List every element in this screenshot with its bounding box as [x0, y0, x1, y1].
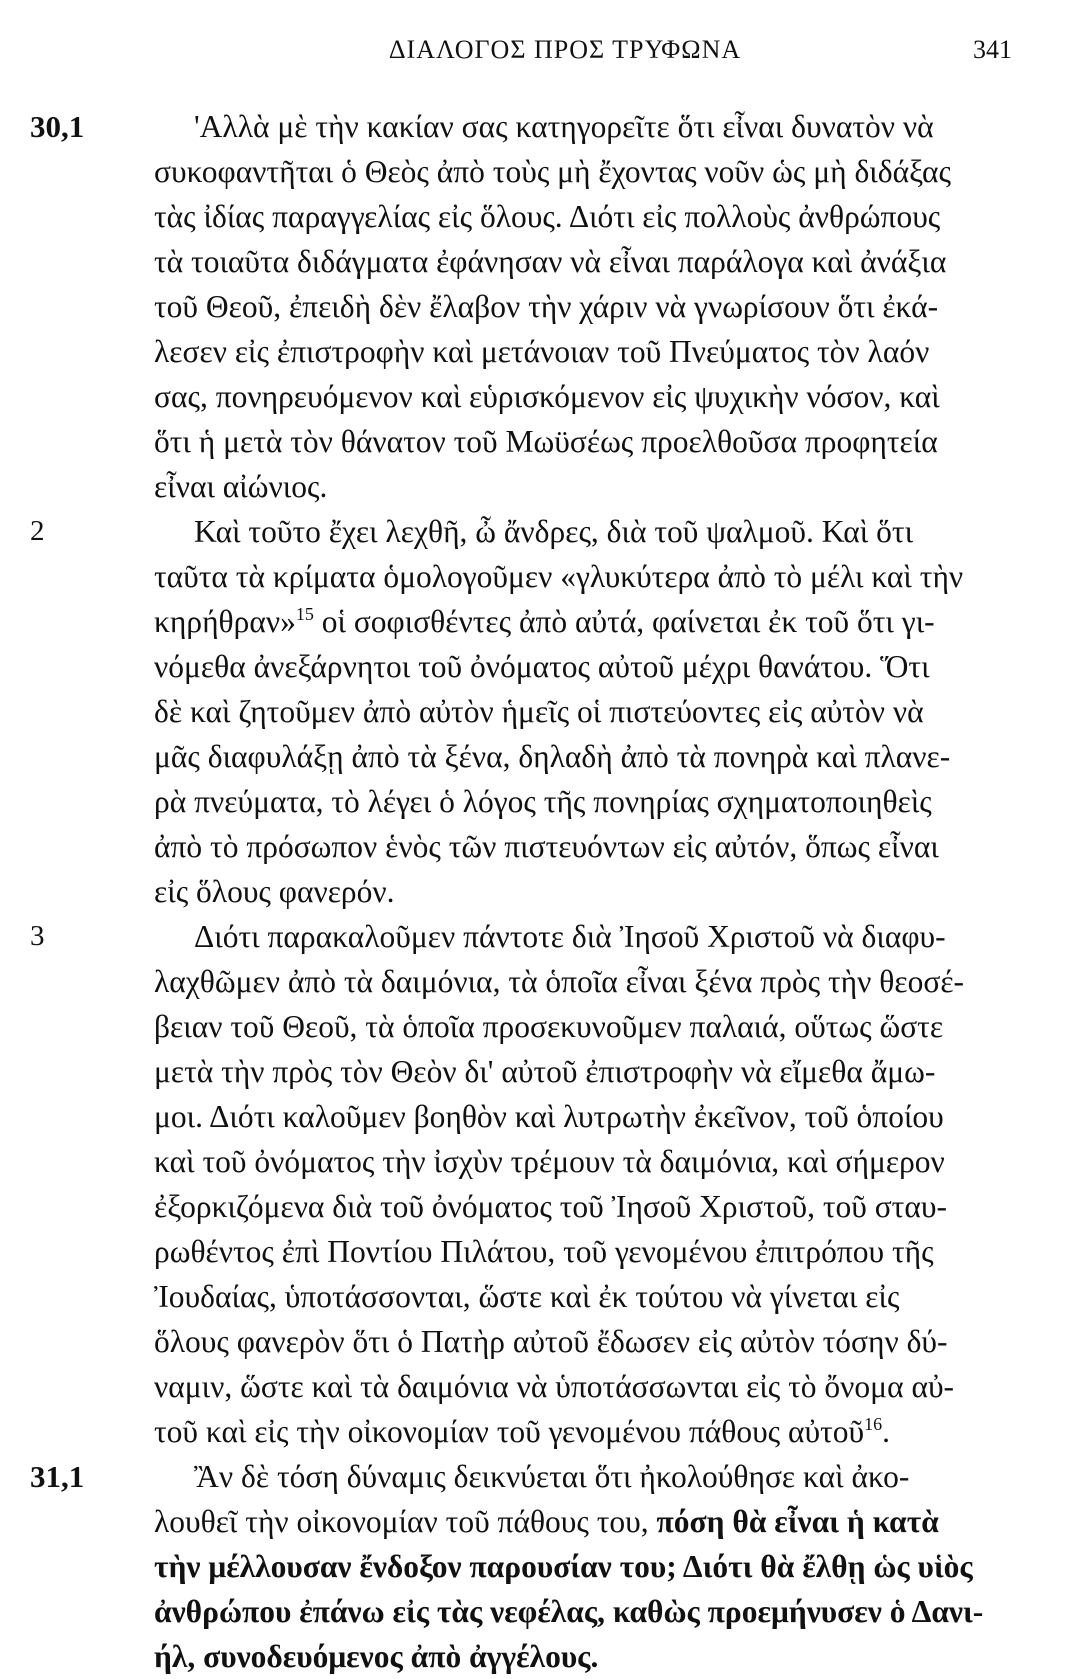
- text-segment: κηρήθραν»: [154, 604, 296, 639]
- text-line: μετὰ τὴν πρὸς τὸν Θεὸν δι' αὐτοῦ ἐπιστροφὴν νὰ εἴμεθα ἄμω-: [154, 1054, 936, 1089]
- text-line: ρωθέντος ἐπὶ Ποντίου Πιλάτου, τοῦ γενομένου ἐπιτρόπου τῆς: [154, 1234, 934, 1269]
- text-line: ταῦτα τὰ κρίματα ὁμολογοῦμεν «γλυκύτερα ἀπὸ τὸ μέλι καὶ τὴν: [154, 559, 964, 594]
- text-line: τὰ τοιαῦτα διδάγματα ἐφάνησαν νὰ εἶναι παράλογα καὶ ἀνάξια: [154, 244, 947, 279]
- text-line: Ἂν δὲ τόση δύναμις δεικνύεται ὅτι ἠκολούθησε καὶ ἀκο-: [194, 1459, 910, 1494]
- text-line: τοῦ Θεοῦ, ἐπειδὴ δὲν ἔλαβον τὴν χάριν νὰ γνωρίσουν ὅτι ἐκά-: [154, 289, 939, 324]
- text-line: [154, 599, 1014, 644]
- page-number: 341: [973, 35, 1012, 64]
- paragraph-31-1: [0, 1454, 1080, 1679]
- running-head: [110, 30, 1020, 70]
- text-line: νόμεθα ἀνεξάρνητοι τοῦ ὀνόματος αὐτοῦ μέχρι θανάτου. Ὅτι: [154, 649, 930, 684]
- text-line: Καὶ τοῦτο ἔχει λεχθῆ, ὦ ἄνδρες, διὰ τοῦ ψαλμοῦ. Καὶ ὅτι: [194, 514, 914, 549]
- text-segment: οἱ σοφισθέντες ἀπὸ αὐτά, φαίνεται ἐκ τοῦ ὅτι γι-: [313, 604, 935, 639]
- running-title: ΔΙΑΛΟΓΟΣ ΠΡΟΣ ΤΡΥΦΩΝΑ: [388, 35, 742, 64]
- text-segment: λουθεῖ τὴν οἰκονομίαν τοῦ πάθους του,: [154, 1504, 657, 1539]
- text-line: ἀπὸ τὸ πρόσωπον ἑνὸς τῶν πιστευόντων εἰς αὐτόν, ὅπως εἶναι: [154, 829, 939, 864]
- text-line: [154, 1499, 1014, 1544]
- text-line: ρὰ πνεύματα, τὸ λέγει ὁ λόγος τῆς πονηρίας σχηματοποιηθεὶς: [154, 784, 932, 819]
- text-line: τὰς ἰδίας παραγγελίας εἰς ὅλους. Διότι εἰς πολλοὺς ἀνθρώπους: [154, 199, 941, 234]
- text-line: βειαν τοῦ Θεοῦ, τὰ ὁποῖα προσεκυνοῦμεν παλαιά, οὕτως ὥστε: [154, 1009, 944, 1044]
- text-line: Ἰουδαίας, ὑποτάσσονται, ὥστε καὶ ἐκ τούτου νὰ γίνεται εἰς: [154, 1279, 900, 1314]
- text-line: λαχθῶμεν ἀπὸ τὰ δαιμόνια, τὰ ὁποῖα εἶναι ξένα πρὸς τὴν θεοσέ-: [154, 964, 965, 999]
- text-line: συκοφαντῆται ὁ Θεὸς ἀπὸ τοὺς μὴ ἔχοντας νοῦν ὡς μὴ διδάξας: [154, 154, 951, 189]
- paragraph-30-1: [0, 104, 1080, 509]
- section-ref: 30,1: [30, 109, 85, 144]
- text-line: μᾶς διαφυλάξῃ ἀπὸ τὰ ξένα, δηλαδὴ ἀπὸ τὰ πονηρὰ καὶ πλανε-: [154, 739, 951, 774]
- text-line: ναμιν, ὥστε καὶ τὰ δαιμόνια νὰ ὑποτάσσωνται εἰς τὸ ὄνομα αὐ-: [154, 1369, 955, 1404]
- text-line: ὅτι ἡ μετὰ τὸν θάνατον τοῦ Μωϋσέως προελθοῦσα προφητεία: [154, 424, 938, 459]
- text-segment: .: [882, 1414, 890, 1449]
- bold-text-segment: πόση θὰ εἶναι ἡ κατὰ: [656, 1504, 939, 1539]
- footnote-marker: 16: [864, 1414, 883, 1434]
- text-line: μοι. Διότι καλοῦμεν βοηθὸν καὶ λυτρωτὴν ἐκεῖνον, τοῦ ὁποίου: [154, 1099, 944, 1134]
- text-line: σας, πονηρευόμενον καὶ εὑρισκόμενον εἰς ψυχικὴν νόσον, καὶ: [154, 379, 940, 414]
- verse-ref: 3: [30, 920, 45, 952]
- text-line: 'Αλλὰ μὲ τὴν κακίαν σας κατηγορεῖτε ὅτι εἶναι δυνατὸν νὰ: [194, 109, 934, 144]
- bold-text-line: ἀνθρώπου ἐπάνω εἰς τὰς νεφέλας, καθὼς προεμήνυσεν ὁ Δανι-: [154, 1594, 984, 1629]
- text-line: ὅλους φανερὸν ὅτι ὁ Πατὴρ αὐτοῦ ἔδωσεν εἰς αὐτὸν τόσην δύ-: [154, 1324, 948, 1359]
- bold-text-line: ήλ, συνοδευόμενος ἀπὸ ἀγγέλους.: [154, 1639, 599, 1674]
- bold-text-line: τὴν μέλλουσαν ἔνδοξον παρουσίαν του; Διότι θὰ ἔλθῃ ὡς υἱὸς: [154, 1549, 973, 1584]
- section-ref: 31,1: [30, 1459, 85, 1494]
- footnote-marker: 15: [295, 604, 314, 624]
- text-line: [154, 1409, 1014, 1454]
- paragraph-2: [0, 509, 1080, 914]
- verse-ref: 2: [30, 515, 45, 547]
- text-line: Διότι παρακαλοῦμεν πάντοτε διὰ Ἰησοῦ Χριστοῦ νὰ διαφυ-: [194, 919, 946, 954]
- text-line: λεσεν εἰς ἐπιστροφὴν καὶ μετάνοιαν τοῦ Πνεύματος τὸν λαόν: [154, 334, 930, 369]
- text-line: εἶναι αἰώνιος.: [154, 469, 328, 504]
- text-line: ἐξορκιζόμενα διὰ τοῦ ὀνόματος τοῦ Ἰησοῦ Χριστοῦ, τοῦ σταυ-: [154, 1189, 947, 1224]
- paragraph-3: [0, 914, 1080, 1454]
- text-segment: τοῦ καὶ εἰς τὴν οἰκονομίαν τοῦ γενομένου πάθους αὐτοῦ: [154, 1414, 865, 1449]
- text-line: καὶ τοῦ ὀνόματος τὴν ἰσχὺν τρέμουν τὰ δαιμόνια, καὶ σήμερον: [154, 1144, 945, 1179]
- body-text: [0, 104, 1080, 1679]
- text-line: εἰς ὅλους φανερόν.: [154, 874, 395, 909]
- text-line: δὲ καὶ ζητοῦμεν ἀπὸ αὐτὸν ἡμεῖς οἱ πιστεύοντες εἰς αὐτὸν νὰ: [154, 694, 924, 729]
